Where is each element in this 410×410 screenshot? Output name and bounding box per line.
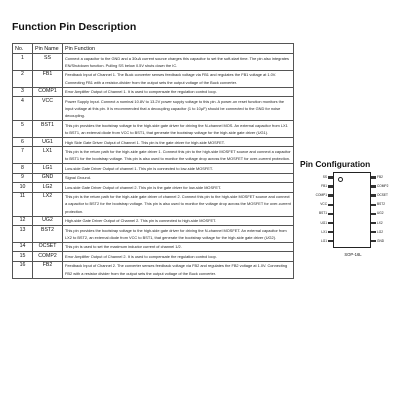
table-row [13,121,294,138]
pin-function-cell: This pin provides the bootstrap voltage to the high-side gate driver for driving the N-channel MOSFET. An external capacitor from LX2 to BST2, an external diode from VCC to BST1, that generate the bootstrap voltage for the high-side gate driver (UG2). [63,226,294,243]
pin-label: COMP2 [377,184,389,189]
left-pin [305,192,333,199]
pin-lead-icon [371,222,376,225]
pin-number-cell: 6 [13,138,33,147]
pin-function-cell: This pin is the return path for the high-side gate driver 1. Connect this pin to the high-side MOSFET source and connect a capacitor to BST1 for the bootstrap voltage. This pin is also used to monitor the voltage drop across the MOSFET for over-current protection. [63,147,294,164]
left-pin [305,183,333,190]
pin-label: BST2 [377,202,385,207]
table-row [13,252,294,261]
pin-name-cell: FB2 [33,261,63,278]
pin-label: SS [322,175,327,179]
left-pin [305,229,333,236]
pin-lead-icon [371,194,376,197]
pin-name-cell: GND [33,173,63,182]
table-row [13,54,294,71]
pin-lead-icon [371,176,376,179]
pin-function-cell: This pin provides the bootstrap voltage to the high-side gate driver for driving the N-channel MOS. An external capacitor from LX1 to BST1, an external diode from VCC to BST1, that generate the bootstrap voltage for the high-side gate driver (UG1). [63,121,294,138]
pin-function-cell: Feedback Input of Channel 2. The converter senses feedback voltage via FB2 and regulates the FB2 voltage at 1.0V. Connecting FB2 with a resistor divider from the output sets the output voltage of the Buck converter. [63,261,294,278]
pin-label: BST1 [319,211,327,216]
pin-number-cell: 15 [13,252,33,261]
table-row [13,261,294,278]
right-pin [371,229,401,236]
pin-label: COMP1 [315,193,327,198]
table-row [13,192,294,216]
left-pin [305,201,333,208]
table-row [13,183,294,192]
pin-name-cell: COMP2 [33,252,63,261]
right-pin [371,238,401,245]
pin-label: FB2 [377,175,383,179]
pin-number-cell: 13 [13,226,33,243]
header-no: No. [13,44,33,54]
table-row [13,173,294,182]
right-pin [371,201,401,208]
pin-label: UG1 [320,220,327,225]
pin-function-cell: High Side Gate Driver Output of Channel 1. This pin is the gate driver for high-side MOSFET. [63,138,294,147]
pin-function-cell: Error Amplifier Output of Channel 2. It is used to compensate the regulation control loop. [63,252,294,261]
pin-number-cell: 16 [13,261,33,278]
pin-number-cell: 7 [13,147,33,164]
pin-function-cell: Error Amplifier Output of Channel 1. It is used to compensate the regulation control loop. [63,87,294,96]
table-header-row [13,44,294,54]
pin-label: FB1 [321,184,327,189]
pin-number-cell: 10 [13,183,33,192]
table-row [13,70,294,87]
left-pin [305,220,333,227]
pin-name-cell: COMP1 [33,87,63,96]
right-pin [371,183,401,190]
pin-function-cell: Signal Ground. [63,173,294,182]
pin-number-cell: 3 [13,87,33,96]
left-pin [305,238,333,245]
pin-description-table [12,43,294,279]
table-row [13,226,294,243]
pin-lead-icon [371,213,376,216]
right-pin [371,220,401,227]
pin-name-cell: LG2 [33,183,63,192]
page-title: Function Pin Description [12,21,137,33]
pin-name-cell: BST1 [33,121,63,138]
pin-number-cell: 14 [13,242,33,251]
right-pin [371,192,401,199]
pin-label: OCSET [377,193,388,198]
pin-label: LX1 [321,229,327,234]
pin-lead-icon [371,240,376,243]
pin-label: GND [377,238,385,243]
table-row [13,97,294,121]
right-pin [371,174,401,181]
package-label: SOP-16L [344,252,362,257]
pin-number-cell: 1 [13,54,33,71]
pin-name-cell: LX1 [33,147,63,164]
pin-number-cell: 9 [13,173,33,182]
pin-lead-icon [371,204,376,207]
pin-configuration-title: Pin Configuration [300,159,371,169]
header-pin-function: Pin Function [63,44,294,54]
ic-package-body [333,172,371,248]
table-row [13,147,294,164]
pin-name-cell: OCSET [33,242,63,251]
pin-lead-icon [371,185,376,188]
table-row [13,164,294,173]
pin-configuration-diagram [305,168,401,260]
pin-number-cell: 11 [13,192,33,216]
right-pin [371,210,401,217]
left-pin [305,210,333,217]
pin-function-cell: Feedback Input of Channel 1. The Buck converter senses feedback voltage via FB1 and regulates the FB1 voltage at 1.0V. Connecting FB1 with a resistor-divider from the output sets the output voltage of the Buck converter. [63,70,294,87]
pin-number-cell: 8 [13,164,33,173]
table-row [13,242,294,251]
pin1-marker-icon [338,177,343,182]
pin-label: VCC [320,202,327,207]
pin-number-cell: 5 [13,121,33,138]
pin-name-cell: VCC [33,97,63,121]
pin-name-cell: BST2 [33,226,63,243]
pin-function-cell: This pin is the return path for the high-side gate driver of channel 2. Connect this pin to the high-side MOSFET source and connect a capacitor to BST2 for the bootstrap voltage. This pin is also used to monitor the voltage drop across the MOSFET for over-current protection. [63,192,294,216]
table-row [13,216,294,225]
pin-number-cell: 12 [13,216,33,225]
pin-label: UG2 [377,211,384,216]
left-pin [305,174,333,181]
table-body [13,54,294,279]
pin-number-cell: 4 [13,97,33,121]
header-pin-name: Pin Name [33,44,63,54]
pin-name-cell: FB1 [33,70,63,87]
pin-function-cell: Low-side Gate Driver Output of channel 2. This pin is the gate driver for low-side MOSFET. [63,183,294,192]
pin-number-cell: 2 [13,70,33,87]
pin-lead-icon [371,231,376,234]
pin-function-cell: Low-side Gate Driver Output of channel 1. This pin is connected to low-side MOSFET. [63,164,294,173]
pin-function-cell: High-side Gate Driver Output of Channel 2. This pin is connected to high-side MOSFET. [63,216,294,225]
pin-function-cell: Connect a capacitor to the GND and a 30uA current source charges this capacitor to set the soft-start time. The pin also integrates EN/Shutdown function. Pulling SS below 0.5V shuts down the IC. [63,54,294,71]
pin-function-cell: Power Supply Input. Connect a nominal 10.8V to 13.2V power supply voltage to this pin. A power-on reset function monitors the input voltage at this pin. It is recommended that a decoupling capacitor (1 to 10μF) should be connected to the GND for noise decoupling. [63,97,294,121]
pin-function-cell: This pin is used to set the maximum inductor current of channel 1/2. [63,242,294,251]
pin-label: LG1 [320,238,327,243]
pin-name-cell: LX2 [33,192,63,216]
table-row [13,138,294,147]
pin-name-cell: SS [33,54,63,71]
pin-label: LG2 [377,229,384,234]
pin-name-cell: LG1 [33,164,63,173]
pin-label: LX2 [377,220,383,225]
pin-name-cell: UG1 [33,138,63,147]
table-row [13,87,294,96]
pin-name-cell: UG2 [33,216,63,225]
